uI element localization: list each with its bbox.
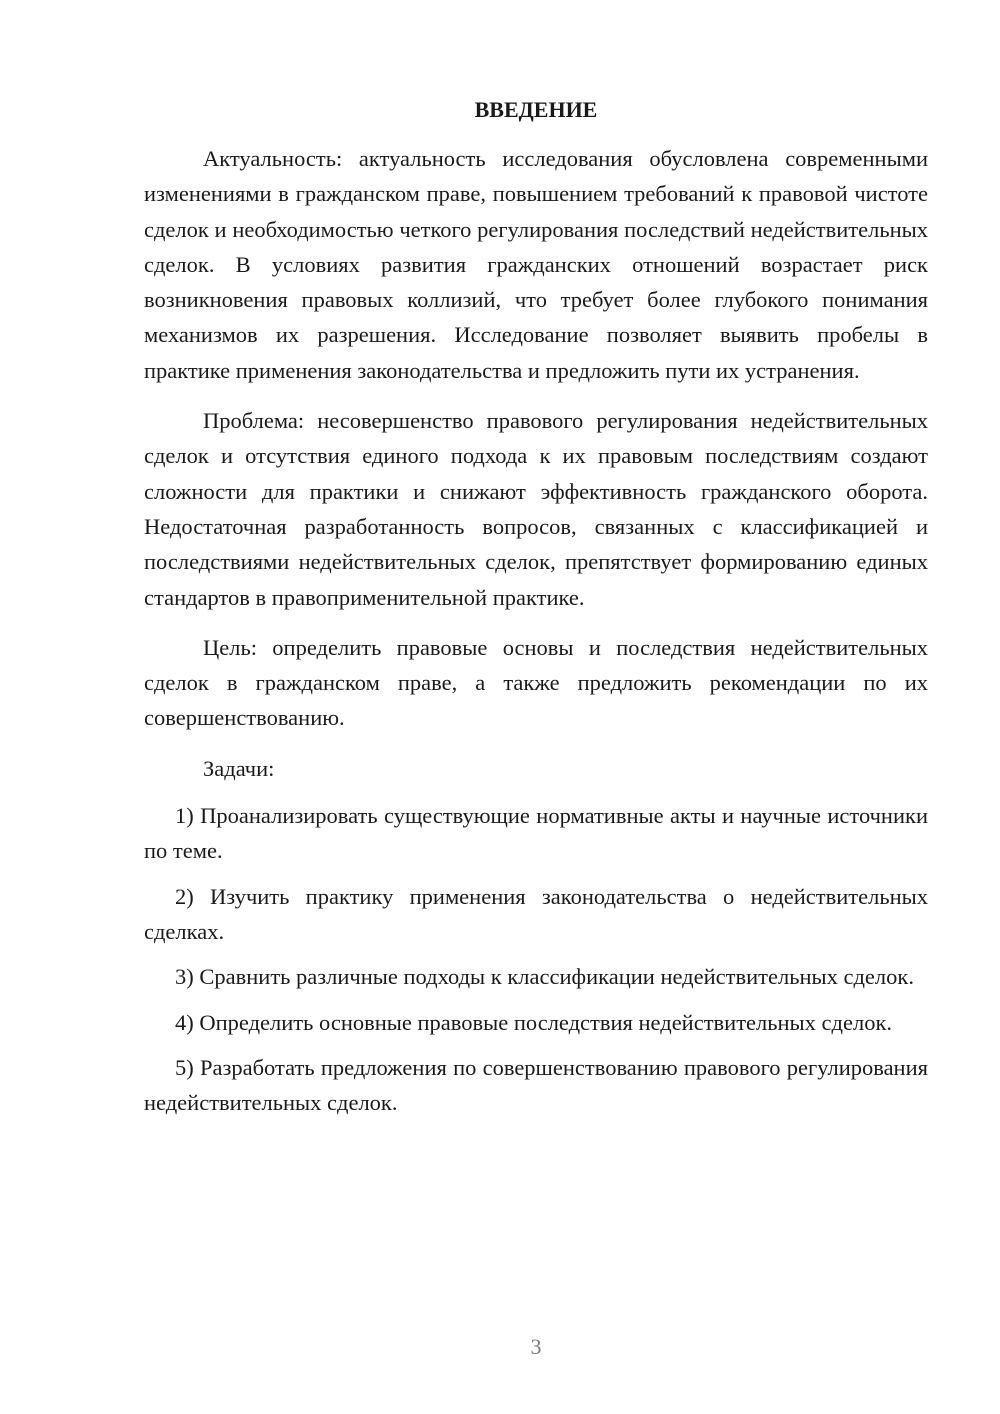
task-item: 1) Проанализировать существующие нормативные акты и научные источники по теме.	[144, 803, 928, 864]
paragraph-relevance: Актуальность: актуальность исследования обусловлена современными изменениями в гражданском праве, повышением требований к правовой чистоте сделок и необходимостью четкого регулирования последствий недействительных сделок. В условиях развития гражданских отношений возрастает риск возникновения правовых коллизий, что требует более глубокого понимания механизмов их разрешения. Исследование позволяет выявить пробелы в практике применения законодательства и предложить пути их устранения.	[144, 146, 928, 383]
paragraph-goal: Цель: определить правовые основы и последствия недействительных сделок в гражданском праве, а также предложить рекомендации по их совершенствованию.	[144, 634, 928, 731]
task-item: 2) Изучить практику применения законодательства о недействительных сделках.	[144, 883, 928, 944]
paragraph-problem: Проблема: несовершенство правового регулирования недействительных сделок и отсутствия единого подхода к их правовым последствиям создают сложности для практики и снижают эффективность гражданского оборота. Недостаточная разработанность вопросов, связанных с классификацией и последствиями недействительных сделок, препятствует формированию единых стандартов в правоприменительной практике.	[144, 408, 928, 610]
document-page	[144, 92, 928, 1130]
task-item: 5) Разработать предложения по совершенствованию правового регулирования недействительных сделок.	[144, 1054, 928, 1116]
tasks-heading: Задачи:	[203, 755, 275, 781]
task-item: 3) Сравнить различные подходы к классификации недействительных сделок.	[175, 964, 914, 990]
task-item: 4) Определить основные правовые последствия недействительных сделок.	[175, 1009, 893, 1035]
tasks-list	[144, 798, 928, 1120]
page-number: 3	[530, 1334, 542, 1359]
section-title: ВВЕДЕНИЕ	[474, 97, 598, 122]
